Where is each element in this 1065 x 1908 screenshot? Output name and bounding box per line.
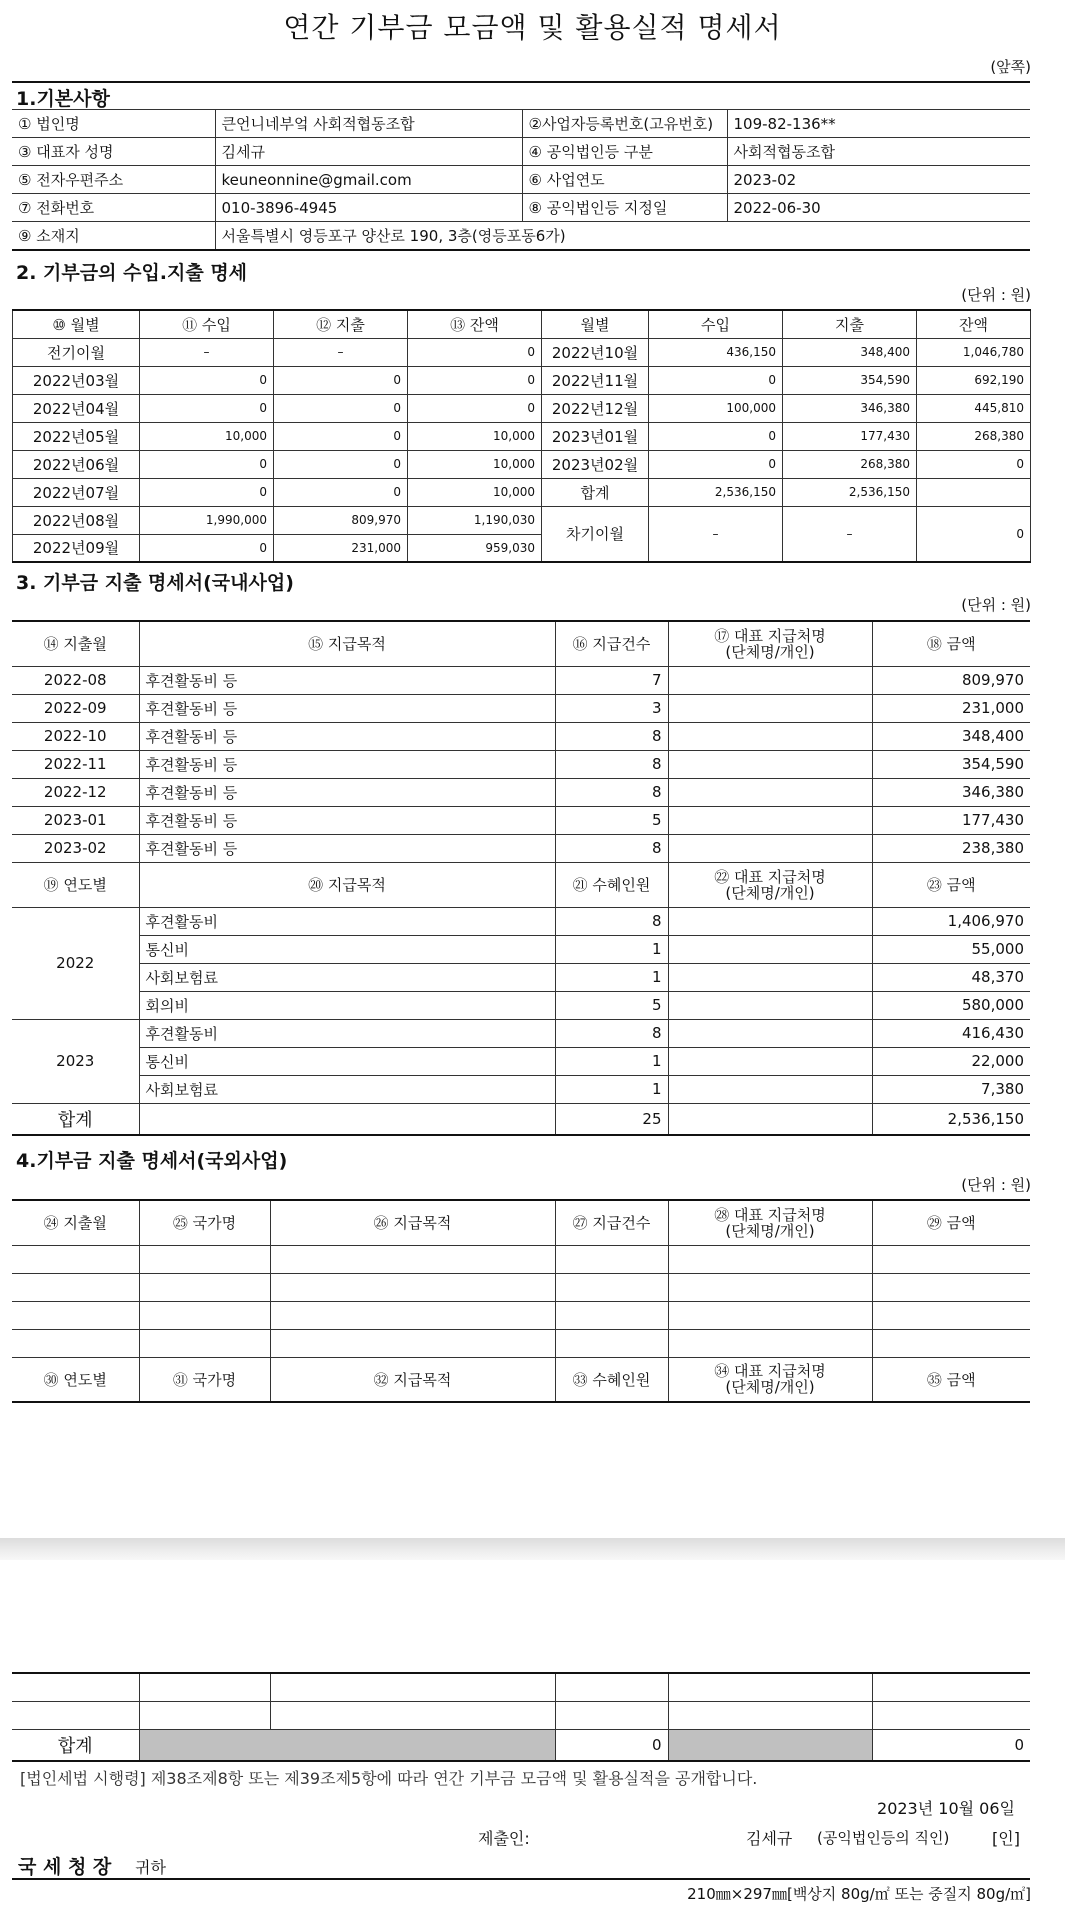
cell: 0	[649, 422, 783, 450]
cell	[668, 1047, 872, 1075]
cell	[668, 694, 872, 722]
header-cell: 수입	[649, 310, 783, 338]
header-cell: ⑮ 지급목적	[139, 621, 555, 666]
cell: 8	[555, 1019, 668, 1047]
cell: 2022년06월	[13, 450, 140, 478]
cell	[668, 935, 872, 963]
cell	[270, 1301, 555, 1329]
cell: 2,536,150	[783, 478, 917, 506]
cell	[668, 1301, 872, 1329]
cell: 큰언니네부엌 사회적협동조합	[215, 110, 522, 138]
cell: 2023-02	[12, 834, 139, 862]
header-cell: ㉙ 금액	[872, 1200, 1030, 1245]
cell: 2023년02월	[542, 450, 649, 478]
header-cell: ㉓ 금액	[872, 862, 1030, 907]
cell	[668, 1329, 872, 1357]
cell	[917, 478, 1031, 506]
cell	[555, 1301, 668, 1329]
cell	[668, 1103, 872, 1135]
shaded-cell	[668, 1729, 872, 1761]
header-cell: 월별	[542, 310, 649, 338]
address-row	[12, 222, 1030, 250]
cell: 7,380	[872, 1075, 1030, 1103]
cell: ④ 공익법인등 구분	[522, 138, 727, 166]
cell	[555, 1245, 668, 1273]
cell: 8	[555, 722, 668, 750]
cell: 1	[555, 935, 668, 963]
expense-row	[12, 750, 1030, 778]
cell	[270, 1273, 555, 1301]
cell: –	[140, 338, 274, 366]
seal-mark: [인]	[992, 1829, 1020, 1848]
cell: 김세규	[215, 138, 522, 166]
cell: 231,000	[872, 694, 1030, 722]
cell	[555, 1673, 668, 1701]
total-count: 0	[555, 1729, 668, 1761]
cell: 후견활동비 등	[139, 834, 555, 862]
cell: 348,400	[783, 338, 917, 366]
recipient: 국 세 청 장	[18, 1856, 112, 1878]
cell: 2022-12	[12, 778, 139, 806]
year-cell: 2023	[12, 1019, 139, 1103]
cell: keuneonnine@gmail.com	[215, 166, 522, 194]
cell	[668, 722, 872, 750]
empty-row	[12, 1273, 1030, 1301]
cell: 후견활동비 등	[139, 806, 555, 834]
cell	[668, 666, 872, 694]
cell: 445,810	[917, 394, 1031, 422]
cell	[555, 1701, 668, 1729]
basic-row	[12, 166, 1030, 194]
year-row	[12, 991, 1030, 1019]
cell: 22,000	[872, 1047, 1030, 1075]
cell: 후견활동비 등	[139, 694, 555, 722]
cell: 2022-11	[12, 750, 139, 778]
cell	[555, 1329, 668, 1357]
header-row	[12, 1357, 1030, 1402]
unit-label: (단위 : 원)	[961, 596, 1031, 614]
cell	[139, 1673, 270, 1701]
year-row	[12, 907, 1030, 935]
cell: 3	[555, 694, 668, 722]
cell	[139, 1329, 270, 1357]
cell	[872, 1673, 1030, 1701]
cell	[12, 1329, 139, 1357]
cell: ⑦ 전화번호	[12, 194, 215, 222]
cell: 580,000	[872, 991, 1030, 1019]
cell: 후견활동비	[139, 907, 555, 935]
cell: 통신비	[139, 1047, 555, 1075]
expense-row	[12, 834, 1030, 862]
cell	[668, 750, 872, 778]
cell: 354,590	[783, 366, 917, 394]
month-row	[13, 366, 1031, 394]
cell: 1	[555, 1075, 668, 1103]
header-cell: ㉑ 수혜인원	[555, 862, 668, 907]
cell: 0	[917, 450, 1031, 478]
cell: 후견활동비	[139, 1019, 555, 1047]
section1-rule	[12, 81, 1030, 83]
cell: 1,190,030	[408, 506, 542, 534]
cell: 2022-09	[12, 694, 139, 722]
expense-row	[12, 806, 1030, 834]
cell: 348,400	[872, 722, 1030, 750]
cell	[12, 1673, 139, 1701]
cell: 2022년11월	[542, 366, 649, 394]
cell	[139, 1245, 270, 1273]
cell: 10,000	[408, 422, 542, 450]
total-row	[12, 1103, 1030, 1135]
recipient-suffix: 귀하	[135, 1858, 166, 1877]
header-cell	[668, 621, 872, 666]
overseas-continuation-table	[12, 1672, 1030, 1762]
cell	[139, 1301, 270, 1329]
cell	[270, 1329, 555, 1357]
cell	[12, 1245, 139, 1273]
header-line: (단체명/개인)	[725, 883, 815, 902]
cell	[139, 1103, 555, 1135]
paper-spec: 210㎜×297㎜[백상지 80g/㎡ 또는 중질지 80g/㎡]	[687, 1885, 1031, 1903]
cell: 100,000	[649, 394, 783, 422]
cell: 2023년01월	[542, 422, 649, 450]
cell: 2023-02	[727, 166, 1030, 194]
year-row	[12, 1075, 1030, 1103]
month-row	[13, 338, 1031, 366]
cell: 416,430	[872, 1019, 1030, 1047]
cell	[12, 1273, 139, 1301]
empty-row	[12, 1301, 1030, 1329]
bottom-rule	[12, 1878, 1030, 1880]
cell	[555, 1273, 668, 1301]
page-break	[0, 1538, 1065, 1560]
cell	[872, 1329, 1030, 1357]
cell	[668, 907, 872, 935]
cell: 2022년03월	[13, 366, 140, 394]
header-cell: ⑭ 지출월	[12, 621, 139, 666]
cell: 809,970	[872, 666, 1030, 694]
total-count: 25	[555, 1103, 668, 1135]
month-row	[13, 394, 1031, 422]
header-cell: ⑳ 지급목적	[139, 862, 555, 907]
year-cell: 2022	[12, 907, 139, 1019]
cell: 55,000	[872, 935, 1030, 963]
cell: 2022-10	[12, 722, 139, 750]
cell: 5	[555, 806, 668, 834]
cell: 346,380	[783, 394, 917, 422]
header-line: ㉞ 대표 지급처명	[714, 1362, 826, 1381]
cell: 268,380	[917, 422, 1031, 450]
cell	[668, 1019, 872, 1047]
header-line: (단체명/개인)	[725, 1378, 815, 1397]
cell: 809,970	[274, 506, 408, 534]
cell: 0	[140, 366, 274, 394]
cell	[270, 1673, 555, 1701]
cell: 5	[555, 991, 668, 1019]
cell: ⑤ 전자우편주소	[12, 166, 215, 194]
cell: 2,536,150	[649, 478, 783, 506]
cell: 0	[140, 450, 274, 478]
section3-heading: 3. 기부금 지출 명세서(국내사업)	[16, 572, 294, 594]
cell: 2022년05월	[13, 422, 140, 450]
cell	[668, 1245, 872, 1273]
cell	[668, 1701, 872, 1729]
cell: 전기이월	[13, 338, 140, 366]
header-row	[13, 310, 1031, 338]
empty-row	[12, 1329, 1030, 1357]
doc-title: 연간 기부금 모금액 및 활용실적 명세서	[283, 11, 782, 44]
cell: 10,000	[408, 450, 542, 478]
cell: 48,370	[872, 963, 1030, 991]
cell: 1	[555, 963, 668, 991]
cell: 1	[555, 1047, 668, 1075]
cell: 8	[555, 778, 668, 806]
submitter-name: 김세규	[746, 1829, 793, 1848]
basic-row	[12, 110, 1030, 138]
header-cell: ㉜ 지급목적	[270, 1357, 555, 1402]
cell: 7	[555, 666, 668, 694]
header-cell: ㉗ 지급건수	[555, 1200, 668, 1245]
cell: 후견활동비 등	[139, 778, 555, 806]
cell: 0	[274, 422, 408, 450]
header-cell: ⑫ 지출	[274, 310, 408, 338]
header-cell: ㉖ 지급목적	[270, 1200, 555, 1245]
cell: 1,046,780	[917, 338, 1031, 366]
cell: 사회보험료	[139, 963, 555, 991]
header-cell	[668, 1200, 872, 1245]
header-cell: 잔액	[917, 310, 1031, 338]
expense-row	[12, 722, 1030, 750]
cell: 436,150	[649, 338, 783, 366]
expense-row	[12, 778, 1030, 806]
cell: ②사업자등록번호(고유번호)	[522, 110, 727, 138]
cell: 0	[408, 338, 542, 366]
cell: 후견활동비 등	[139, 722, 555, 750]
month-row	[13, 506, 1031, 534]
cell	[139, 1701, 270, 1729]
cell: ⑧ 공익법인등 지정일	[522, 194, 727, 222]
cell	[270, 1701, 555, 1729]
carry-label: 차기이월	[542, 506, 649, 562]
total-amount: 0	[872, 1729, 1030, 1761]
cell	[139, 1273, 270, 1301]
header-cell: ㉚ 연도별	[12, 1357, 139, 1402]
cell: 354,590	[872, 750, 1030, 778]
carry-income: –	[649, 506, 783, 562]
cell: 2022-08	[12, 666, 139, 694]
cell	[668, 806, 872, 834]
year-row	[12, 1019, 1030, 1047]
empty-row	[12, 1245, 1030, 1273]
cell: –	[274, 338, 408, 366]
header-line: (단체명/개인)	[725, 642, 815, 661]
unit-label: (단위 : 원)	[961, 286, 1031, 304]
expense-row	[12, 694, 1030, 722]
year-row	[12, 963, 1030, 991]
header-row	[12, 1200, 1030, 1245]
carry-expense: –	[783, 506, 917, 562]
address-value: 서울특별시 영등포구 양산로 190, 3층(영등포동6가)	[215, 222, 1030, 250]
overseas-expense-table	[12, 1199, 1030, 1403]
cell: 8	[555, 834, 668, 862]
cell: 959,030	[408, 534, 542, 562]
cell: 사회적협동조합	[727, 138, 1030, 166]
cell: 사회보험료	[139, 1075, 555, 1103]
cell: 238,380	[872, 834, 1030, 862]
header-line: ㉘ 대표 지급처명	[714, 1205, 826, 1224]
empty-row	[12, 1701, 1030, 1729]
cell	[12, 1301, 139, 1329]
cell: 0	[274, 450, 408, 478]
cell: ⑥ 사업연도	[522, 166, 727, 194]
header-cell: ㉛ 국가명	[139, 1357, 270, 1402]
header-cell: ㉔ 지출월	[12, 1200, 139, 1245]
cell: 후견활동비 등	[139, 666, 555, 694]
legal-notice: [법인세법 시행령] 제38조제8항 또는 제39조제5항에 따라 연간 기부금 모금액 및 활용실적을 공개합니다.	[20, 1769, 758, 1788]
submitter-label: 제출인:	[478, 1829, 530, 1848]
front-side-label: (앞쪽)	[990, 58, 1031, 76]
header-cell: ㉕ 국가명	[139, 1200, 270, 1245]
cell: 268,380	[783, 450, 917, 478]
month-row	[13, 478, 1031, 506]
cell: 109-82-136**	[727, 110, 1030, 138]
cell: 10,000	[408, 478, 542, 506]
cell: 8	[555, 907, 668, 935]
total-row	[12, 1729, 1030, 1761]
cell	[872, 1273, 1030, 1301]
cell: 1,990,000	[140, 506, 274, 534]
header-cell: ㉝ 수혜인원	[555, 1357, 668, 1402]
cell: 0	[140, 534, 274, 562]
header-cell	[668, 862, 872, 907]
cell: 2022년12월	[542, 394, 649, 422]
cell: 2022년10월	[542, 338, 649, 366]
header-cell: ⑱ 금액	[872, 621, 1030, 666]
cell: 346,380	[872, 778, 1030, 806]
cell	[12, 1701, 139, 1729]
cell: 177,430	[783, 422, 917, 450]
cell: 0	[140, 394, 274, 422]
cell: 2023-01	[12, 806, 139, 834]
cell: 0	[274, 478, 408, 506]
cell: 2022-06-30	[727, 194, 1030, 222]
total-label: 합계	[12, 1103, 139, 1135]
cell: 2022년08월	[13, 506, 140, 534]
cell: 통신비	[139, 935, 555, 963]
unit-label: (단위 : 원)	[961, 1176, 1031, 1194]
cell: 231,000	[274, 534, 408, 562]
cell	[668, 1673, 872, 1701]
header-cell: ⑪ 수입	[140, 310, 274, 338]
cell	[668, 778, 872, 806]
cell: 0	[408, 366, 542, 394]
header-cell: ㉟ 금액	[872, 1357, 1030, 1402]
cell	[872, 1701, 1030, 1729]
cell: ⑨ 소재지	[12, 222, 215, 250]
cell: 회의비	[139, 991, 555, 1019]
empty-row	[12, 1673, 1030, 1701]
cell	[668, 834, 872, 862]
cell: ③ 대표자 성명	[12, 138, 215, 166]
basic-row	[12, 194, 1030, 222]
cell	[872, 1301, 1030, 1329]
header-row	[12, 862, 1030, 907]
total-amount: 2,536,150	[872, 1103, 1030, 1135]
cell: 010-3896-4945	[215, 194, 522, 222]
cell: 0	[140, 478, 274, 506]
header-line: ⑰ 대표 지급처명	[714, 626, 826, 645]
cell: 0	[408, 394, 542, 422]
header-cell: ⑲ 연도별	[12, 862, 139, 907]
header-row	[12, 621, 1030, 666]
expense-row	[12, 666, 1030, 694]
cell: 692,190	[917, 366, 1031, 394]
header-cell	[668, 1357, 872, 1402]
header-cell: ⑬ 잔액	[408, 310, 542, 338]
shaded-cell	[139, 1729, 555, 1761]
cell	[872, 1245, 1030, 1273]
cell	[668, 1075, 872, 1103]
cell	[668, 1273, 872, 1301]
basic-info-table	[12, 109, 1030, 251]
cell: 2022년09월	[13, 534, 140, 562]
month-row	[13, 422, 1031, 450]
basic-row	[12, 138, 1030, 166]
domestic-expense-table	[12, 620, 1030, 1136]
cell: 10,000	[140, 422, 274, 450]
cell: 0	[274, 394, 408, 422]
month-row	[13, 450, 1031, 478]
section1-heading: 1.기본사항	[16, 88, 110, 110]
cell: 0	[649, 450, 783, 478]
cell: 2022년04월	[13, 394, 140, 422]
cell	[668, 963, 872, 991]
cell: 합계	[542, 478, 649, 506]
cell: 1,406,970	[872, 907, 1030, 935]
submit-date: 2023년 10월 06일	[877, 1799, 1015, 1818]
cell: 0	[649, 366, 783, 394]
cell	[270, 1245, 555, 1273]
section4-heading: 4.기부금 지출 명세서(국외사업)	[16, 1150, 288, 1172]
year-row	[12, 1047, 1030, 1075]
section2-heading: 2. 기부금의 수입.지출 명세	[16, 262, 248, 284]
cell	[668, 991, 872, 1019]
cell: 후견활동비 등	[139, 750, 555, 778]
header-line: (단체명/개인)	[725, 1221, 815, 1240]
header-cell: 지출	[783, 310, 917, 338]
cell: ① 법인명	[12, 110, 215, 138]
total-label: 합계	[12, 1729, 139, 1761]
header-cell: ⑩ 월별	[13, 310, 140, 338]
cell: 2022년07월	[13, 478, 140, 506]
header-cell: ⑯ 지급건수	[555, 621, 668, 666]
cell: 8	[555, 750, 668, 778]
cell: 177,430	[872, 806, 1030, 834]
header-line: ㉒ 대표 지급처명	[714, 867, 826, 886]
carry-balance: 0	[917, 506, 1031, 562]
year-row	[12, 935, 1030, 963]
income-expense-table	[12, 309, 1031, 563]
cell: 0	[274, 366, 408, 394]
submitter-role: (공익법인등의 직인)	[817, 1829, 950, 1847]
